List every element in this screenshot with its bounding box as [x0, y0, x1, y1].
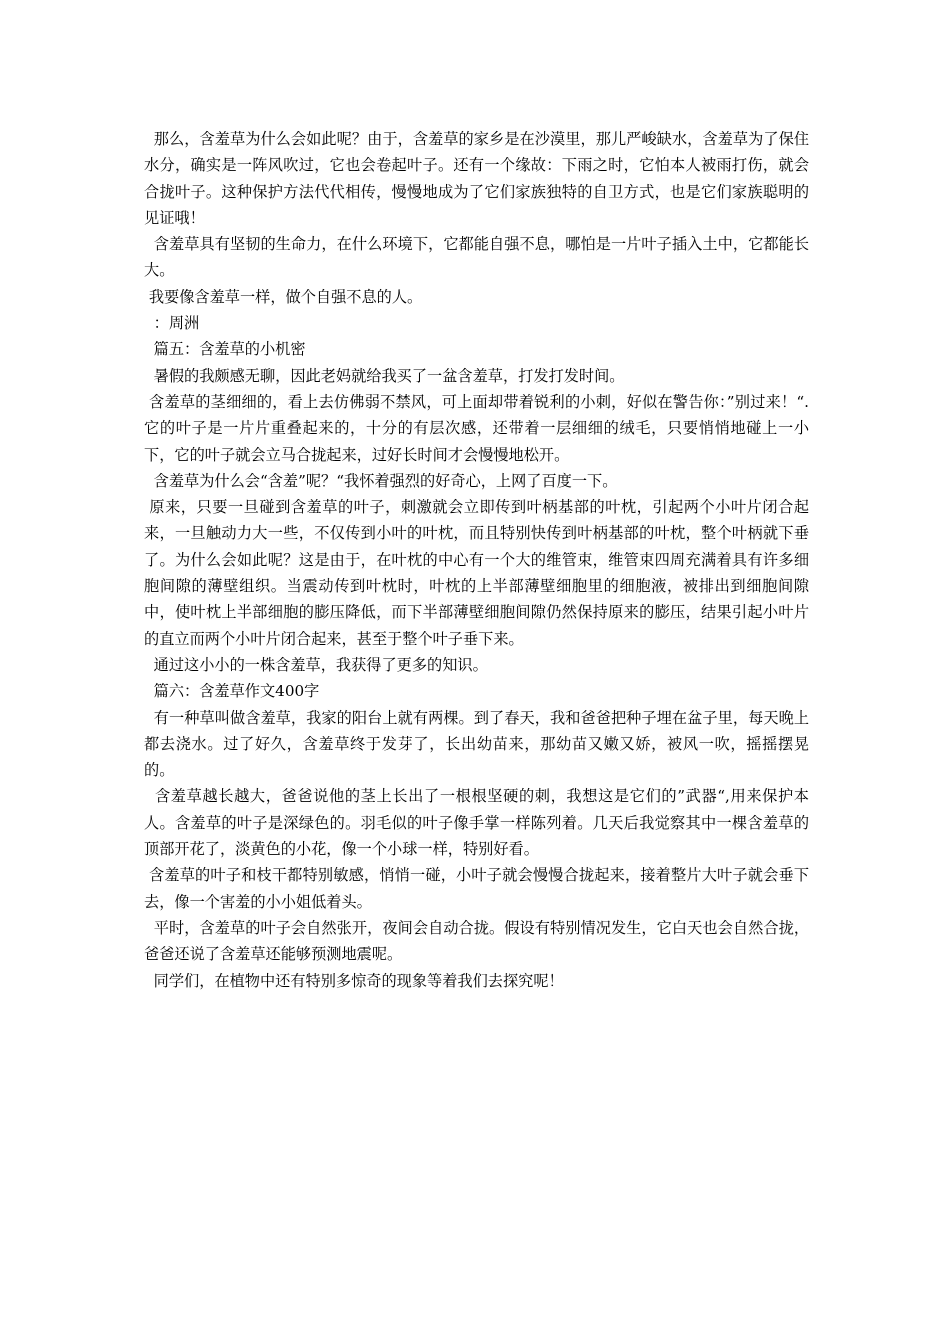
paragraph-7: 含羞草的茎细细的，看上去仿佛弱不禁风，可上面却带着锐利的小刺，好似在警告你：”别过来！“.它的叶子是一片片重叠起来的，十分的有层次感，还带着一层细细的绒毛，只要悄悄地碰上一小下，它的叶子就会立马合拢起来，过好长时间才会慢慢地松开。	[144, 392, 809, 464]
section-title-5: 篇五：含羞草的小机密	[144, 340, 306, 359]
paragraph-2: 含羞草具有坚韧的生命力，在什么环境下，它都能自强不息，哪怕是一片叶子插入土中，它都能长大。	[144, 235, 810, 280]
paragraph-8: 含羞草为什么会“含羞”呢？“我怀着强烈的好奇心，上网了百度一下。	[144, 471, 618, 490]
paragraph-14: 含羞草的叶子和枝干都特别敏感，悄悄一碰，小叶子就会慢慢合拢起来，接着整片大叶子就会垂下去，像一个害羞的小小姐低着头。	[144, 866, 810, 911]
paragraph-13: 含羞草越长越大，爸爸说他的茎上长出了一根根坚硬的刺，我想这是它们的”武器“,用来保护本人。含羞草的叶子是深绿色的。羽毛似的叶子像手掌一样陈列着。几天后我觉察其中一棵含羞草的顶部开花了，淡黄色的小花，像一个小球一样，特别好看。	[144, 787, 809, 859]
paragraph-10: 通过这小小的一株含羞草，我获得了更多的知识。	[144, 655, 488, 674]
paragraph-15: 平时，含羞草的叶子会自然张开，夜间会自动合拢。假设有特别情况发生，它白天也会自然合拢，爸爸还说了含羞草还能够预测地震呢。	[144, 918, 810, 964]
paragraph-3: 我要像含羞草一样，做个自强不息的人。	[144, 287, 423, 306]
paragraph-1: 那么，含羞草为什么会如此呢？由于，含羞草的家乡是在沙漠里，那儿严峻缺水，含羞草为了保住水分，确实是一阵风吹过，它也会卷起叶子。还有一个缘故：下雨之时，它怕本人被雨打伤，就会合拢叶子。这种保护方法代代相传，慢慢地成为了它们家族独特的自卫方式，也是它们家族聪明的见证哦！	[144, 130, 810, 227]
paragraph-12: 有一种草叫做含羞草，我家的阳台上就有两棵。到了春天，我和爸爸把种子埋在盆子里，每天晚上都去浇水。过了好久，含羞草终于发芽了，长出幼苗来，那幼苗又嫩又娇，被风一吹，摇摇摆晃的。	[144, 708, 810, 780]
paragraph-9: 原来，只要一旦碰到含羞草的叶子，刺激就会立即传到叶柄基部的叶枕，引起两个小叶片闭合起来，一旦触动力大一些，不仅传到小叶的叶枕，而且特别快传到叶柄基部的叶枕，整个叶柄就下垂了。为什么会如此呢？这是由于，在叶枕的中心有一个大的维管束，维管束四周充满着具有许多细胞间隙的薄壁组织。当震动传到叶枕时，叶枕的上半部薄壁细胞里的细胞液，被排出到细胞间隙中，使叶枕上半部细胞的膨压降低，而下半部薄壁细胞间隙仍然保持原来的膨压，结果引起小叶片的直立而两个小叶片闭合起来，甚至于整个叶子垂下来。	[144, 498, 810, 648]
author-line: ：周洲	[144, 314, 200, 333]
section-title-6: 篇六：含羞草作文400字	[144, 682, 320, 701]
paragraph-6: 暑假的我颇感无聊，因此老妈就给我买了一盆含羞草，打发打发时间。	[144, 366, 625, 385]
paragraph-16: 同学们，在植物中还有特别多惊奇的现象等着我们去探究呢！	[144, 971, 564, 990]
document-body	[144, 126, 809, 994]
